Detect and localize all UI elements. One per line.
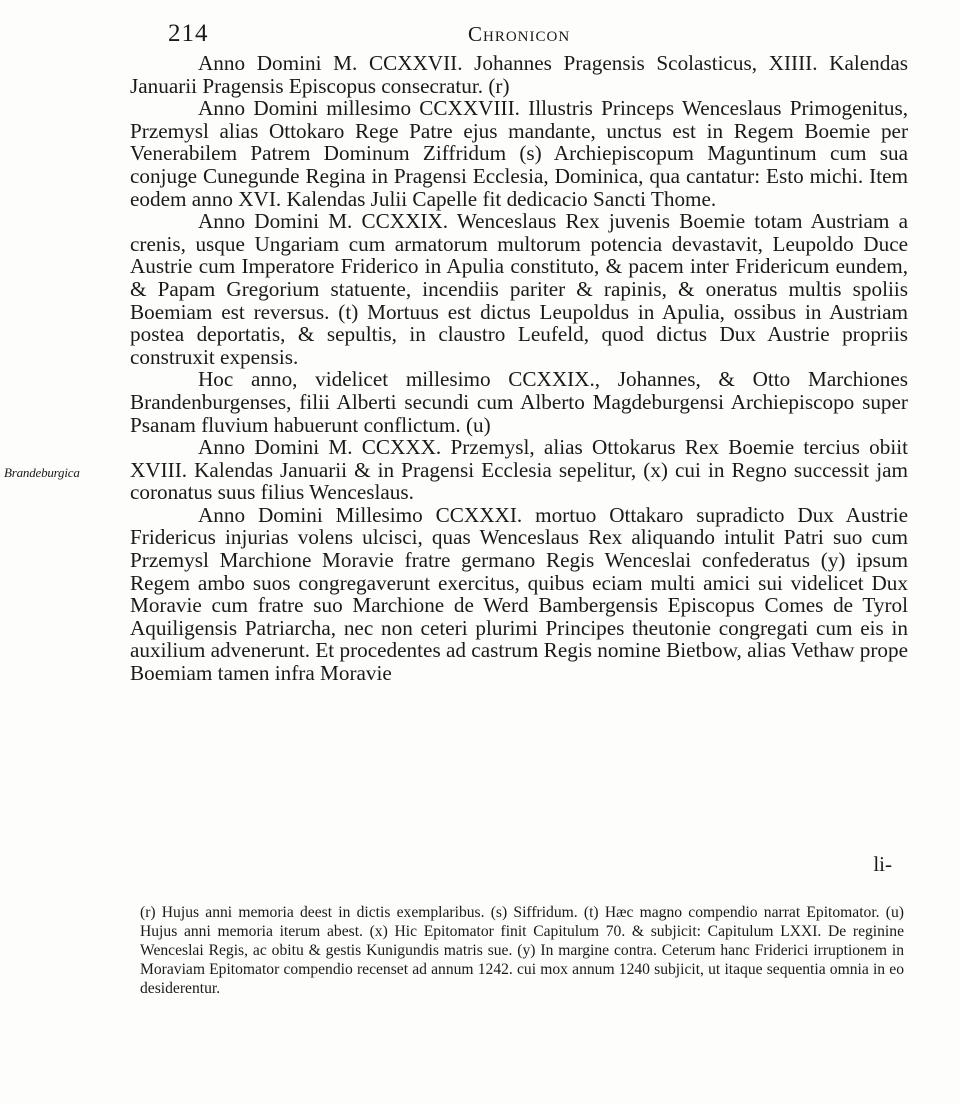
- margin-note: Brandeburgica: [4, 465, 80, 480]
- paragraph: Anno Domini M. CCXXX. Przemysl, alias Ottokarus Rex Boemie tercius obiit XVIII. Kalendas Januarii & in Pragensi Ecclesia sepelitur, (x) cui in Regno successit jam coronatus suus filius Wenceslaus.: [130, 435, 908, 505]
- paragraph: Anno Domini M. CCXXIX. Wenceslaus Rex juvenis Boemie totam Austriam a crenis, usque Ungariam cum armatorum multorum potencia devastavit, Leupoldo Duce Austrie cum Imperatore Friderico in Apulia constituto, & pacem inter Fridericum eundem, & Papam Gregorium statuente, incendiis pariter & rapinis, & oneratus multis spoliis Boemiam est reversus. (t) Mortuus est dictus Leupoldus in Apulia, ossibus in Austriam postea deportatis, & sepultis, in claustro Leufeld, quod dictus Dux Austrie propriis construxit expensis.: [130, 209, 908, 369]
- catchword: li-: [873, 852, 892, 876]
- paragraph: Anno Domini millesimo CCXXVIII. Illustris Princeps Wenceslaus Primogenitus, Przemysl alias Ottokaro Rege Patre ejus mandante, unctus est in Regem Boemie per Venerabilem Patrem Dominum Ziffridum (s) Archiepiscopum Maguntinum cum sua conjuge Cunegunde Regina in Pragensi Ecclesia, Dominica, qua cantatur: Esto michi. Item eodem anno XVI. Kalendas Julii Capelle fit dedicacio Sancti Thome.: [130, 96, 908, 211]
- page-header: [168, 20, 905, 54]
- running-title: Chronicon: [468, 22, 571, 46]
- paragraph: Anno Domini M. CCXXVII. Johannes Pragensis Scolasticus, XIIII. Kalendas Januarii Pragensis Episcopus consecratur. (r): [130, 51, 908, 98]
- paragraph: Anno Domini Millesimo CCXXXI. mortuo Ottakaro supradicto Dux Austrie Fridericus injurias volens ulcisci, quas Wenceslaus Rex aliquando intulit Patri suo cum Przemysl Marchione Moravie fratre germano Regis Wenceslai confederatus (y) ipsum Regem ambo suos congregaverunt exercitus, quibus eciam multi amici sui videlicet Dux Moravie cum fratre suo Marchione de Werd Bambergensis Episcopus Comes de Tyrol Aquiligensis Patriarcha, nec non ceteri plurimi Principes theutonie congregati cum eis in auxilium advenerunt. Et procedentes ad castrum Regis nomine Bietbow, alias Vethaw prope Boemiam tamen infra Moravie: [130, 502, 908, 686]
- footnotes: [140, 903, 904, 998]
- paragraph: Hoc anno, videlicet millesimo CCXXIX., Johannes, & Otto Marchiones Brandenburgenses, filii Alberti secundi cum Alberto Magdeburgensi Archiepiscopo super Psanam fluvium habuerunt conflictum. (u): [130, 367, 908, 437]
- footnote-text: (r) Hujus anni memoria deest in dictis exemplaribus. (s) Siffridum. (t) Hæc magno compendio narrat Epitomator. (u) Hujus anni memoria iterum abest. (x) Hic Epitomator finit Capitulum 70. & subjicit: Capitulum LXXI. De reginine Wenceslai Regis, ac obitu & gestis Kunigundis matris sue. (y) In margine contra. Ceterum hanc Friderici irruptionem in Moraviam Epitomator compendio recenset ad annum 1242. cui mox annum 1240 subjicit, ut itaque sequentia omnia in eo desiderentur.: [140, 904, 904, 997]
- page-number: 214: [168, 20, 209, 47]
- main-text: [130, 52, 908, 685]
